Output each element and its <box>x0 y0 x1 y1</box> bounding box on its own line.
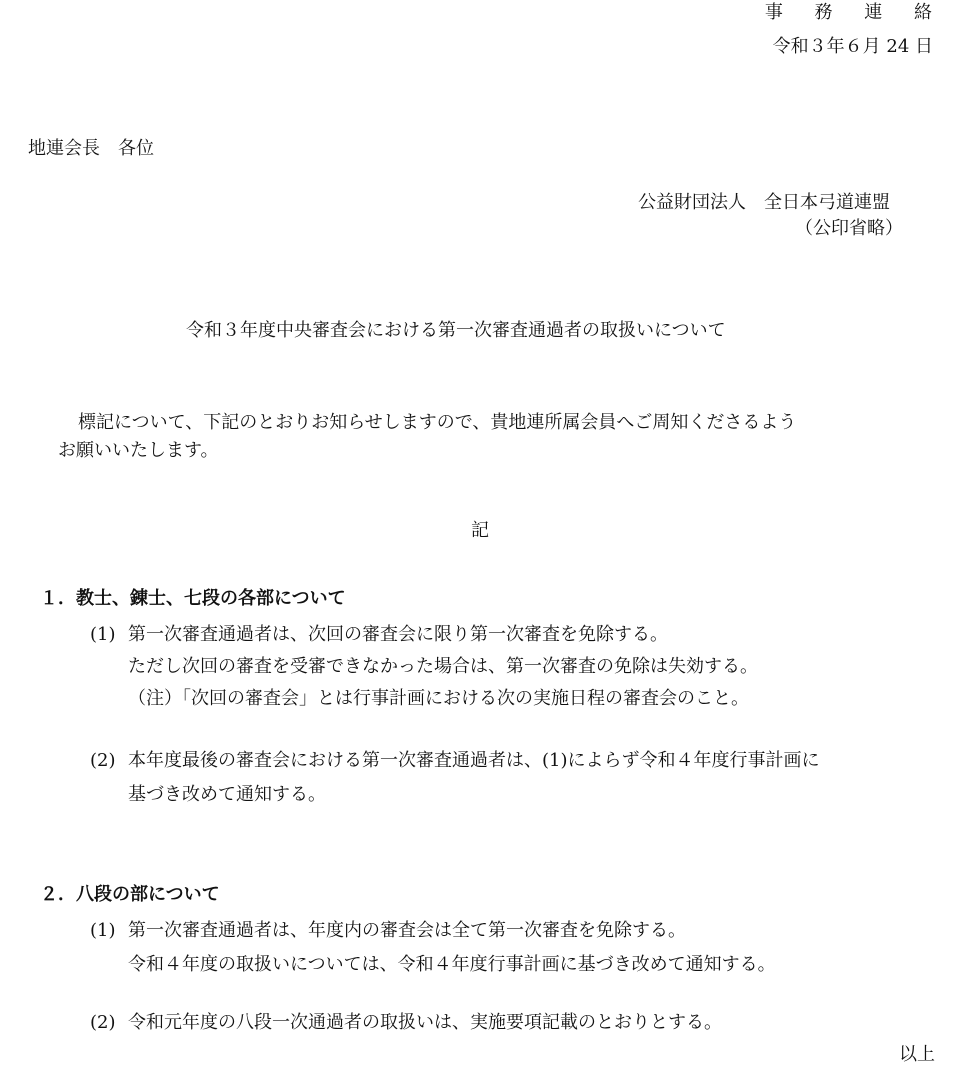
ki-marker: 記 <box>471 520 489 541</box>
section-2-item-1-number: (1) <box>90 920 116 941</box>
intro-line-1: 標記について、下記のとおりお知らせしますので、貴地連所属会員へご周知くださるよう <box>78 412 797 433</box>
intro-line-2: お願いいたします。 <box>58 440 219 461</box>
document-date: 令和３年６月 24 日 <box>772 36 933 57</box>
document-type: 事 務 連 絡 <box>764 2 945 23</box>
section-2-item-2-line-1: 令和元年度の八段一次通過者の取扱いは、実施要項記載のとおりとする。 <box>128 1012 722 1033</box>
section-1-item-1-note: （注）「次回の審査会」とは行事計画における次の実施日程の審査会のこと。 <box>128 688 749 709</box>
seal-note: （公印省略） <box>795 218 903 239</box>
section-1-item-2-number: (2) <box>90 750 116 771</box>
section-1-item-1-number: (1) <box>90 624 116 645</box>
section-1-item-1-line-2: ただし次回の審査を受審できなかった場合は、第一次審査の免除は失効する。 <box>128 656 758 677</box>
recipient: 地連会長 各位 <box>28 138 154 159</box>
closing: 以上 <box>899 1044 935 1065</box>
section-2-item-1-line-1: 第一次審査通過者は、年度内の審査会は全て第一次審査を免除する。 <box>128 920 686 941</box>
section-1-item-2-line-1: 本年度最後の審査会における第一次審査通過者は、(1)によらず令和４年度行事計画に <box>128 750 820 771</box>
section-1-item-1-line-1: 第一次審査通過者は、次回の審査会に限り第一次審査を免除する。 <box>128 624 668 645</box>
section-1-item-2-line-2: 基づき改めて通知する。 <box>128 784 326 805</box>
sender-organization: 公益財団法人 全日本弓道連盟 <box>638 192 890 213</box>
section-2-heading: ２．八段の部について <box>40 884 220 905</box>
section-1-heading: １．教士、錬士、七段の各部について <box>40 588 346 609</box>
section-2-item-1-line-2: 令和４年度の取扱いについては、令和４年度行事計画に基づき改めて通知する。 <box>128 954 776 975</box>
page-title: 令和３年度中央審査会における第一次審査通過者の取扱いについて <box>186 320 726 341</box>
section-2-item-2-number: (2) <box>90 1012 116 1033</box>
